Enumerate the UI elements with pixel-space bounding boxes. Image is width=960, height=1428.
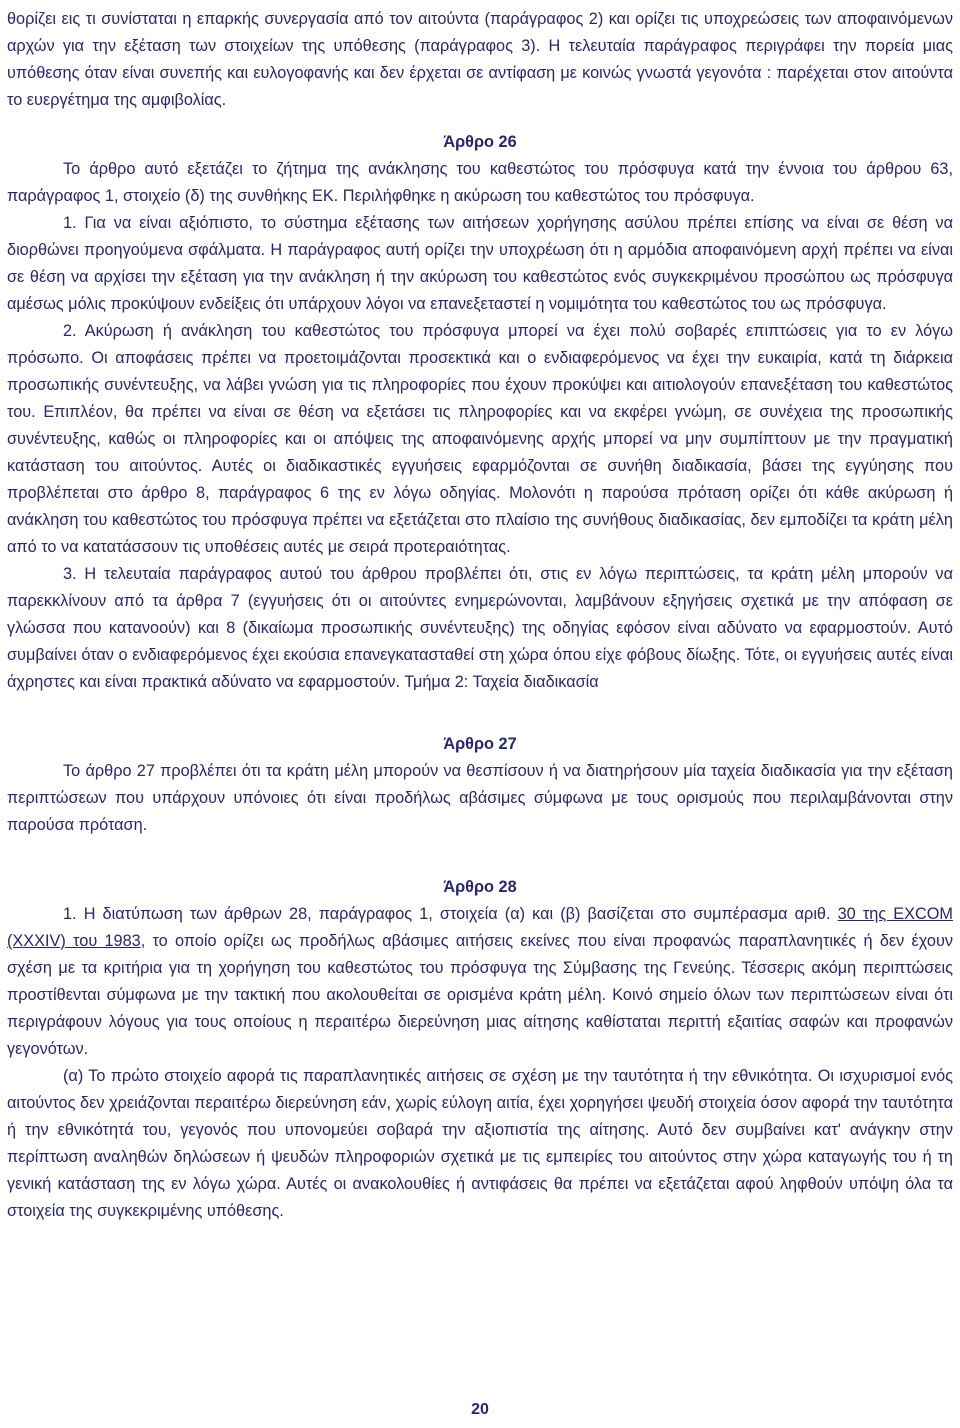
article-26-paragraph-1: 1. Για να είναι αξιόπιστο, το σύστημα εξέτασης των αιτήσεων χορήγησης ασύλου πρέπει επίσης να είναι σε θέση να διορθώνει προηγούμενα σφάλματα. Η παράγραφος αυτή ορίζει την υποχρέωση ότι η αρμόδια αποφαινόμενη αρχή πρέπει να είναι σε θέση να αρχίσει την εξέταση για την ανάκληση ή την ακύρωση του καθεστώτος ενός συγκεκριμένου προσώπου ως πρόσφυγα αμέσως μόλις προκύψουν ενδείξεις ότι υπάρχουν λόγοι να επανεξεταστεί η νομιμότητα του καθεστώτος του ως πρόσφυγα. xyxy=(7,214,953,313)
article-26-heading: Άρθρο 26 xyxy=(443,133,517,151)
article-27-heading: Άρθρο 27 xyxy=(443,735,517,753)
article-28-paragraph-1 xyxy=(7,901,953,1063)
article-26-paragraph-3: 3. Η τελευταία παράγραφος αυτού του άρθρου προβλέπει ότι, στις εν λόγω περιπτώσεις, τα κράτη μέλη μπορούν να παρεκκλίνουν από τα άρθρα 7 (εγγυήσεις ότι οι αιτούντες ενημερώνονται, λαμβάνουν εξηγήσεις σχετικά με την απόφαση σε γλώσσα που κατανοούν) και 8 (δικαίωμα προσωπικής συνέντευξης) της οδηγίας εφόσον είναι αδύνατο να εφαρμοστούν. Αυτό συμβαίνει όταν ο ενδιαφερόμενος έχει εκούσια επανεγκατασταθεί στη χώρα όπου είχε φόβους δίωξης. Τότε, οι εγγυήσεις αυτές είναι άχρηστες και είναι πρακτικά αδύνατο να εφαρμοστούν. Τμήμα 2: Ταχεία διαδικασία xyxy=(7,565,953,691)
article-28-paragraph-a: (α) Το πρώτο στοιχείο αφορά τις παραπλανητικές αιτήσεις σε σχέση με την ταυτότητα ή την εθνικότητα. Οι ισχυρισμοί ενός αιτούντος δεν χρειάζονται περαιτέρω διερεύνηση εάν, χωρίς εύλογη αιτία, έχει χορηγήσει ψευδή στοιχεία όσον αφορά την ταυτότητα ή την εθνικότητά του, γεγονός που υπονομεύει σοβαρά την αξιοπιστία της αίτησης. Αυτό δεν συμβαίνει κατ' ανάγκην στην περίπτωση αναληθών δηλώσεων ή ψευδών πληροφοριών σχετικά με τις εμπειρίες του αιτούντος στην χώρα καταγωγής του ή τη γενική κατάσταση της εν λόγω χώρα. Αυτές οι ανακολουθίες ή αντιφάσεις θα πρέπει να εξετάζεται αφού ληφθούν υπόψη όλα τα στοιχεία της συγκεκριμένης υπόθεσης. xyxy=(7,1067,953,1220)
document-page xyxy=(7,6,953,1225)
spacer xyxy=(7,839,953,874)
article-26-paragraph-2: 2. Ακύρωση ή ανάκληση του καθεστώτος του πρόσφυγα μπορεί να έχει πολύ σοβαρές επιπτώσεις για το εν λόγω πρόσωπο. Οι αποφάσεις πρέπει να προετοιμάζονται προσεκτικά και ο ενδιαφερόμενος να έχει την ευκαιρία, κατά τη διάρκεια προσωπικής συνέντευξης, να λάβει γνώση για τις πληροφορίες που έχουν προκύψει και αιτιολογούν επανεξέταση του καθεστώτος του. Επιπλέον, θα πρέπει να είναι σε θέση να εξετάσει τις πληροφορίες και να εκφέρει γνώμη, σε συνέχεια της προσωπικής συνέντευξης, καθώς οι πληροφορίες και οι απόψεις της αποφαινόμενης αρχής μπορεί να μην συμπίπτουν με την πραγματική κατάσταση του αιτούντος. Αυτές οι διαδικαστικές εγγυήσεις εφαρμόζονται σε συνήθη διαδικασία, βάσει της εγγύησης που προβλέπεται στο άρθρο 8, παράγραφος 6 της εν λόγω οδηγίας. Μολονότι η παρούσα πρόταση ορίζει ότι κάθε ακύρωση ή ανάκληση του καθεστώτος του πρόσφυγα πρέπει να εξετάζεται στο πλαίσιο της συνήθους διαδικασίας, δεν εμποδίζει τα κράτη μέλη από το να κατατάσσουν τις υποθέσεις αυτές με σειρά προτεραιότητας. xyxy=(7,322,953,556)
article-27-paragraph: Το άρθρο 27 προβλέπει ότι τα κράτη μέλη μπορούν να θεσπίσουν ή να διατηρήσουν μία ταχεία διαδικασία για την εξέταση περιπτώσεων που υπάρχουν υπόνοιες ότι είναι προδήλως αβάσιμες σύμφωνα με τους ορισμούς που περιλαμβάνονται στην παρούσα πρόταση. xyxy=(7,762,953,834)
intro-paragraph: θορίζει εις τι συνίσταται η επαρκής συνεργασία από τον αιτούντα (παράγραφος 2) και ορίζει τις υποχρεώσεις των αποφαινόμενων αρχών για την εξέταση των στοιχείων της υπόθεσης (παράγραφος 3). Η τελευταία παράγραφος περιγράφει την πορεία μιας υπόθεσης όταν είναι συνεπής και ευλογοφανής και δεν έρχεται σε αντίφαση με κοινώς γνωστά γεγονότα : παρέχεται στον αιτούντα το ευεργέτημα της αμφιβολίας. xyxy=(7,10,953,109)
page-number: 20 xyxy=(471,1401,489,1418)
article-28-p1-text-end: , το οποίο ορίζει ως προδήλως αβάσιμες αιτήσεις εκείνες που είναι προφανώς παραπλανητικές ή δεν έχουν σχέση με τα κριτήρια για τη χορήγηση του καθεστώτος του πρόσφυγα της Σύμβασης της Γενεύης. Τέσσερις ακόμη περιπτώσεις προστίθενται σύμφωνα με την τακτική που ακολουθείται σε ορισμένα κράτη μέλη. Κοινό σημείο όλων των περιπτώσεων είναι ότι περιγράφουν λόγους για τους οποίους η περαιτέρω διερεύνηση μιας αίτησης καθίσταται περιττή εξαιτίας σαφών και προφανών γεγονότων. xyxy=(7,932,954,1058)
article-28-p1-text-start: 1. Η διατύπωση των άρθρων 28, παράγραφος 1, στοιχεία (α) και (β) βασίζεται στο συμπέρασμα αριθ. xyxy=(63,905,838,923)
excom-conclusion-link[interactable]: 30 της EXCOM (XXXIV) του 1983 xyxy=(7,905,953,950)
article-26-intro: Το άρθρο αυτό εξετάζει το ζήτημα της ανάκλησης του καθεστώτος του πρόσφυγα κατά την έννοια του άρθρου 63, παράγραφος 1, στοιχείο (δ) της συνθήκης ΕΚ. Περιλήφθηκε η ακύρωση του καθεστώτος του πρόσφυγα. xyxy=(7,160,953,205)
spacer xyxy=(7,696,953,731)
article-28-heading: Άρθρο 28 xyxy=(443,878,517,896)
spacer xyxy=(7,114,953,129)
